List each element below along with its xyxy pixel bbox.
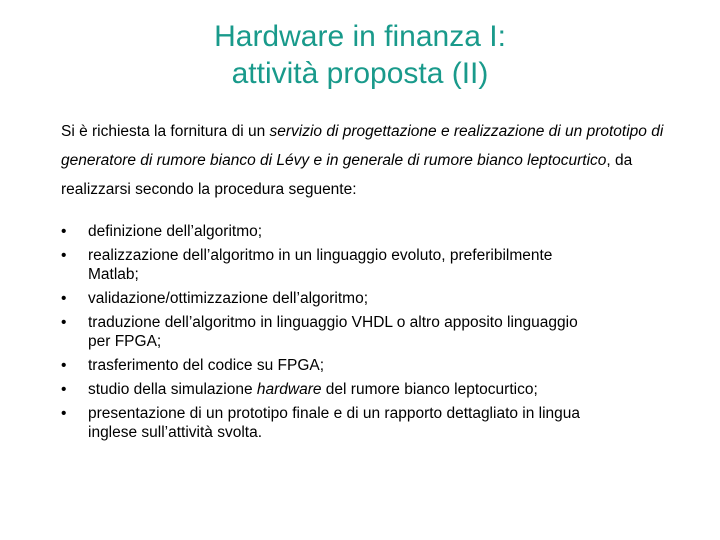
bullet-icon: • <box>61 405 67 422</box>
bullet-icon: • <box>61 247 67 264</box>
intro-italic-service: servizio di progettazione e realizzazione di un prototipo di generatore di rumore bianco di Lévy e in generale di rumore bianco leptocurtico <box>61 123 664 169</box>
list-item-text <box>88 380 681 399</box>
list-item-text-continued: inglese sull’attività svolta. <box>88 424 263 441</box>
list-item <box>61 380 681 399</box>
bullet-icon: • <box>61 290 67 307</box>
slide-title <box>0 18 720 92</box>
list-item-text: trasferimento del codice su FPGA; <box>88 357 325 374</box>
slide-title-line-1: Hardware in finanza I: <box>214 20 506 53</box>
bullet-icon: • <box>61 357 67 374</box>
list-item <box>61 313 681 351</box>
list-item-text: traduzione dell’algoritmo in linguaggio VHDL o altro apposito linguaggio <box>88 314 578 331</box>
list-item-text: definizione dell’algoritmo; <box>88 223 263 240</box>
procedure-list <box>61 222 681 447</box>
list-item-text: validazione/ottimizzazione dell’algoritmo; <box>88 290 368 307</box>
list-item-text-continued: Matlab; <box>88 266 139 283</box>
list-item <box>61 222 681 241</box>
list-item-text-continued: per FPGA; <box>88 333 162 350</box>
slide-title-line-2: attività proposta (II) <box>231 57 489 90</box>
list-item <box>61 289 681 308</box>
list-item-text-end: del rumore bianco leptocurtico; <box>321 381 538 398</box>
list-item-italic-hardware: hardware <box>256 381 322 398</box>
list-item <box>61 246 681 284</box>
list-item-text: realizzazione dell’algoritmo in un linguaggio evoluto, preferibilmente <box>88 247 553 264</box>
intro-text-end: , da realizzarsi secondo la procedura seguente: <box>61 152 633 198</box>
list-item-text: presentazione di un prototipo finale e di un rapporto dettagliato in lingua <box>88 405 581 422</box>
intro-text-start: Si è richiesta la fornitura di un <box>61 123 270 140</box>
list-item <box>61 356 681 375</box>
bullet-icon: • <box>61 223 67 240</box>
bullet-icon: • <box>61 314 67 331</box>
bullet-icon: • <box>61 381 67 398</box>
intro-paragraph <box>61 117 681 204</box>
list-item-text-start: studio della simulazione <box>88 381 257 398</box>
list-item <box>61 404 681 442</box>
